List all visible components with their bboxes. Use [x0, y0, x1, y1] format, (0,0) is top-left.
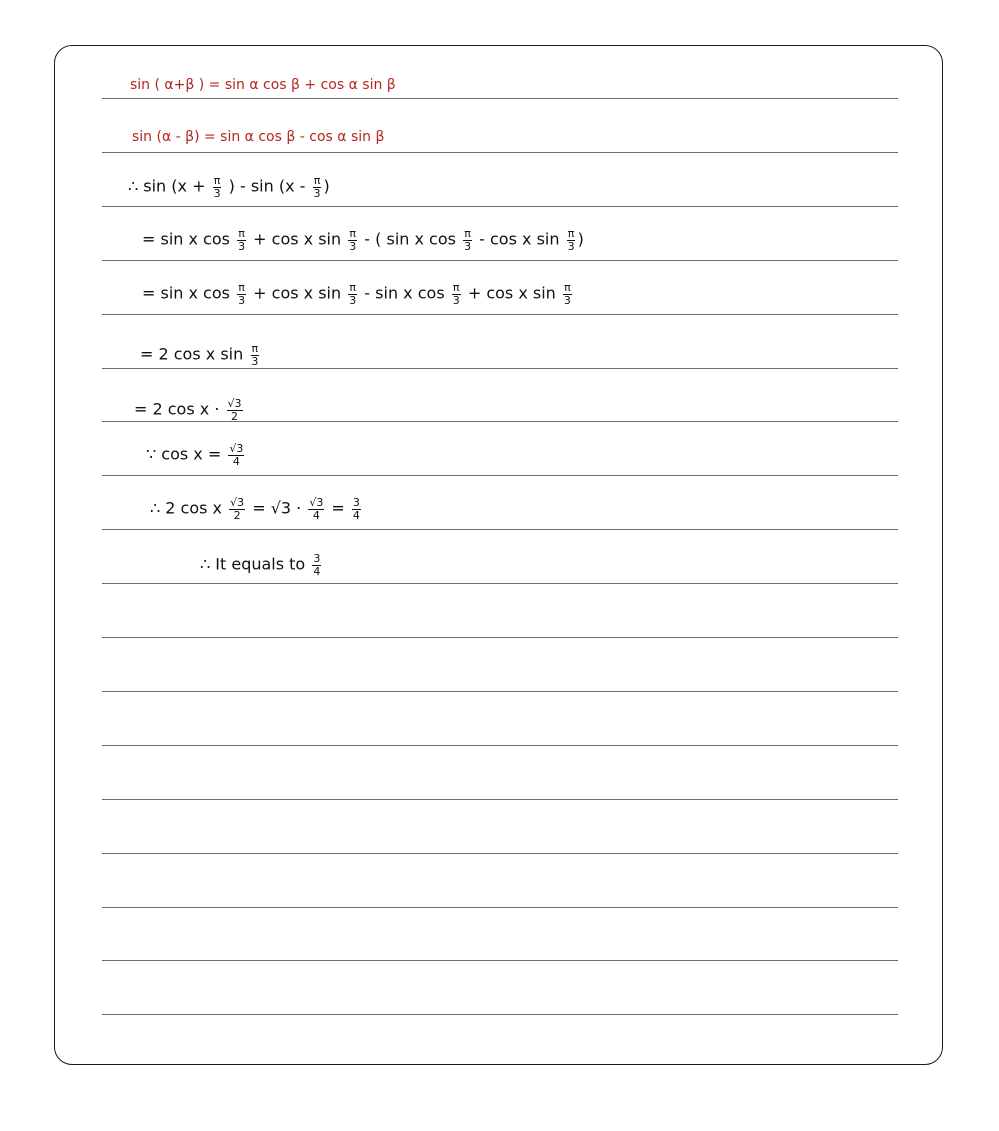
fraction-numerator: √3 [230, 496, 245, 509]
fraction [567, 228, 576, 252]
fraction-numerator: 3 [352, 496, 360, 509]
ruled-line [102, 260, 898, 261]
ruled-line [102, 583, 898, 584]
fraction-numerator: π [464, 227, 471, 240]
fraction-numerator: 3 [313, 552, 321, 565]
text-segment: = sin x cos [142, 229, 236, 249]
difference-identity [132, 130, 384, 144]
fraction-denominator: 3 [238, 239, 246, 253]
ruled-line [102, 1014, 898, 1015]
computation-line [150, 497, 363, 521]
fraction [228, 443, 244, 467]
fraction-denominator: 3 [563, 293, 571, 307]
fraction-numerator: π [251, 342, 259, 355]
fraction [348, 228, 357, 252]
fraction [227, 398, 243, 422]
fraction-numerator: π [567, 227, 575, 240]
ruled-line [102, 799, 898, 800]
fraction-denominator: 3 [452, 293, 460, 307]
text-segment: ∴ 2 cos x [150, 498, 228, 518]
text-segment: ) [323, 176, 330, 196]
fraction-denominator: 3 [464, 239, 472, 253]
expansion-line [142, 228, 584, 252]
distribution-line [142, 282, 574, 306]
text-segment: sin ( α+β ) = sin α cos β + cos α sin β [130, 77, 396, 93]
fraction-denominator: 3 [313, 186, 321, 200]
text-segment: + cos x sin [248, 229, 347, 249]
fraction-denominator: 2 [231, 409, 238, 423]
fraction [308, 497, 324, 521]
fraction [313, 175, 322, 199]
fraction [563, 282, 572, 306]
ruled-line [102, 314, 898, 315]
text-segment: ∴ sin (x + [128, 176, 211, 196]
text-segment: = sin x cos [142, 283, 236, 303]
fraction-numerator: √3 [229, 442, 244, 455]
text-segment: ∴ It equals to [200, 554, 311, 574]
ruled-line [102, 745, 898, 746]
fraction [250, 343, 259, 367]
ruled-line [102, 98, 898, 99]
fraction-denominator: 4 [312, 508, 320, 522]
simplified-line [140, 343, 261, 367]
text-segment: = 2 cos x · [134, 399, 225, 419]
fraction-denominator: 3 [238, 293, 246, 307]
text-segment: = [326, 498, 350, 518]
ruled-line [102, 206, 898, 207]
fraction [312, 553, 321, 577]
ruled-line [102, 475, 898, 476]
text-segment: - cos x sin [474, 229, 565, 249]
fraction [348, 282, 357, 306]
fraction-denominator: 3 [213, 186, 221, 200]
given-line [146, 443, 246, 467]
fraction-numerator: π [452, 281, 460, 294]
conclusion-line [200, 553, 323, 577]
fraction-numerator: π [213, 174, 221, 187]
fraction-denominator: 3 [349, 239, 357, 253]
ruled-line [102, 368, 898, 369]
text-segment: ∵ cos x = [146, 444, 227, 464]
fraction [352, 497, 361, 521]
fraction-denominator: 2 [233, 508, 241, 522]
text-segment: + cos x sin [462, 283, 561, 303]
fraction-denominator: 4 [352, 508, 360, 522]
fraction [237, 282, 246, 306]
fraction-numerator: π [238, 227, 245, 240]
fraction-denominator: 3 [567, 239, 575, 253]
fraction-numerator: π [349, 281, 357, 294]
fraction [229, 497, 245, 521]
text-segment: ) - sin (x - [223, 176, 311, 196]
text-segment: + cos x sin [248, 283, 347, 303]
ruled-line [102, 853, 898, 854]
ruled-line [102, 152, 898, 153]
ruled-line [102, 691, 898, 692]
fraction-numerator: π [349, 227, 357, 240]
ruled-line [102, 637, 898, 638]
text-segment: ) [577, 229, 584, 249]
fraction-denominator: 4 [232, 454, 240, 468]
fraction [237, 228, 246, 252]
fraction-numerator: π [238, 281, 245, 294]
fraction [452, 282, 461, 306]
expression-line [128, 175, 330, 199]
text-segment: - sin x cos [359, 283, 450, 303]
fraction-numerator: √3 [227, 397, 242, 410]
text-segment: sin (α - β) = sin α cos β - cos α sin β [132, 129, 385, 145]
text-segment: = √3 · [247, 498, 307, 518]
fraction-numerator: π [313, 174, 321, 187]
fraction-denominator: 3 [349, 293, 357, 307]
fraction [213, 175, 222, 199]
ruled-line [102, 529, 898, 530]
ruled-line [102, 960, 898, 961]
fraction-denominator: 4 [313, 564, 321, 578]
fraction [463, 228, 472, 252]
fraction-numerator: √3 [309, 496, 324, 509]
fraction-numerator: π [564, 281, 571, 294]
text-segment: = 2 cos x sin [140, 344, 249, 364]
ruled-line [102, 907, 898, 908]
fraction-denominator: 3 [251, 354, 259, 368]
text-segment: - ( sin x cos [359, 229, 462, 249]
sum-identity [130, 78, 396, 92]
substitution-line [134, 398, 245, 422]
